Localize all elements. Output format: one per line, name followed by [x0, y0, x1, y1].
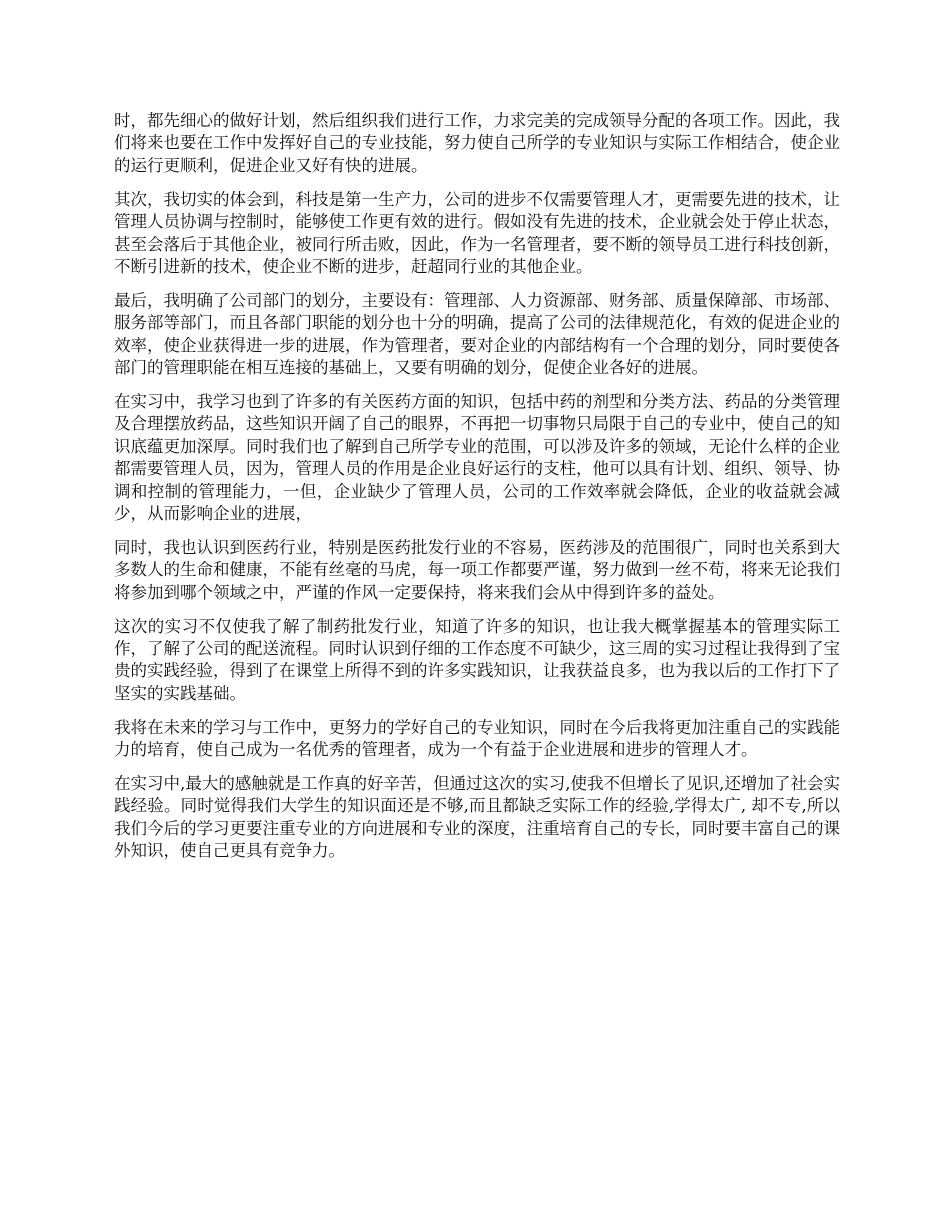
paragraph: 这次的实习不仅使我了解了制药批发行业，知道了许多的知识，也让我大概掌握基本的管理实际工作，了解了公司的配送流程。同时认识到仔细的工作态度不可缺少，这三周的实习过程让我得到了宝贵的实践经验，得到了在课堂上所得不到的许多实践知识，让我获益良多，也为我以后的工作打下了坚实的实践基础。 [114, 616, 840, 703]
paragraph: 最后，我明确了公司部门的划分，主要设有：管理部、人力资源部、财务部、质量保障部、市场部、服务部等部门，而且各部门职能的划分也十分的明确，提高了公司的法律规范化，有效的促进企业的效率，使企业获得进一步的进展，作为管理者，要对企业的内部结构有一个合理的划分，同时要使各部门的管理职能在相互连接的基础上，又要有明确的划分，促使企业各好的进展。 [114, 290, 840, 378]
paragraph: 我将在未来的学习与工作中，更努力的学好自己的专业知识，同时在今后我将更加注重自己的实践能力的培育，使自己成为一名优秀的管理者，成为一个有益于企业进展和进步的管理人才。 [114, 717, 840, 760]
paragraph: 时，都先细心的做好计划，然后组织我们进行工作，力求完美的完成领导分配的各项工作。因此，我们将来也要在工作中发挥好自己的专业技能，努力使自己所学的专业知识与实际工作相结合，使企业的运行更顺利，促进企业又好有快的进展。 [114, 111, 840, 175]
document-body [114, 110, 840, 874]
paragraph: 在实习中,最大的感触就是工作真的好辛苦，但通过这次的实习,使我不但增长了见识,还增加了社会实践经验。同时觉得我们大学生的知识面还是不够,而且都缺乏实际工作的经验,学得太广, 却不专,所以我们今后的学习更要注重专业的方向进展和专业的深度，注重培育自己的专长，同时要丰富自己的课外知识，使自己更具有竞争力。 [114, 774, 840, 861]
paragraph: 其次，我切实的体会到，科技是第一生产力，公司的进步不仅需要管理人才，更需要先进的技术，让管理人员协调与控制时，能够使工作更有效的进行。假如没有先进的技术，企业就会处于停止状态，甚至会落后于其他企业，被同行所击败，因此，作为一名管理者，要不断的领导员工进行科技创新，不断引进新的技术，使企业不断的进步，赶超同行业的其他企业。 [114, 189, 840, 276]
paragraph: 在实习中，我学习也到了许多的有关医药方面的知识，包括中药的剂型和分类方法、药品的分类管理及合理摆放药品，这些知识开阔了自己的眼界，不再把一切事物只局限于自己的专业中，使自己的知识底蕴更加深厚。同时我们也了解到自己所学专业的范围，可以涉及许多的领域，无论什么样的企业都需要管理人员，因为，管理人员的作用是企业良好运行的支柱，他可以具有计划、组织、领导、协调和控制的管理能力，一但，企业缺少了管理人员，公司的工作效率就会降低，企业的收益就会减少，从而影响企业的进展， [114, 391, 840, 523]
paragraph: 同时，我也认识到医药行业，特别是医药批发行业的不容易，医药涉及的范围很广，同时也关系到大多数人的生命和健康，不能有丝毫的马虎，每一项工作都要严谨，努力做到一丝不苟，将来无论我们将参加到哪个领域之中，严谨的作风一定要保持，将来我们会从中得到许多的益处。 [114, 537, 840, 602]
